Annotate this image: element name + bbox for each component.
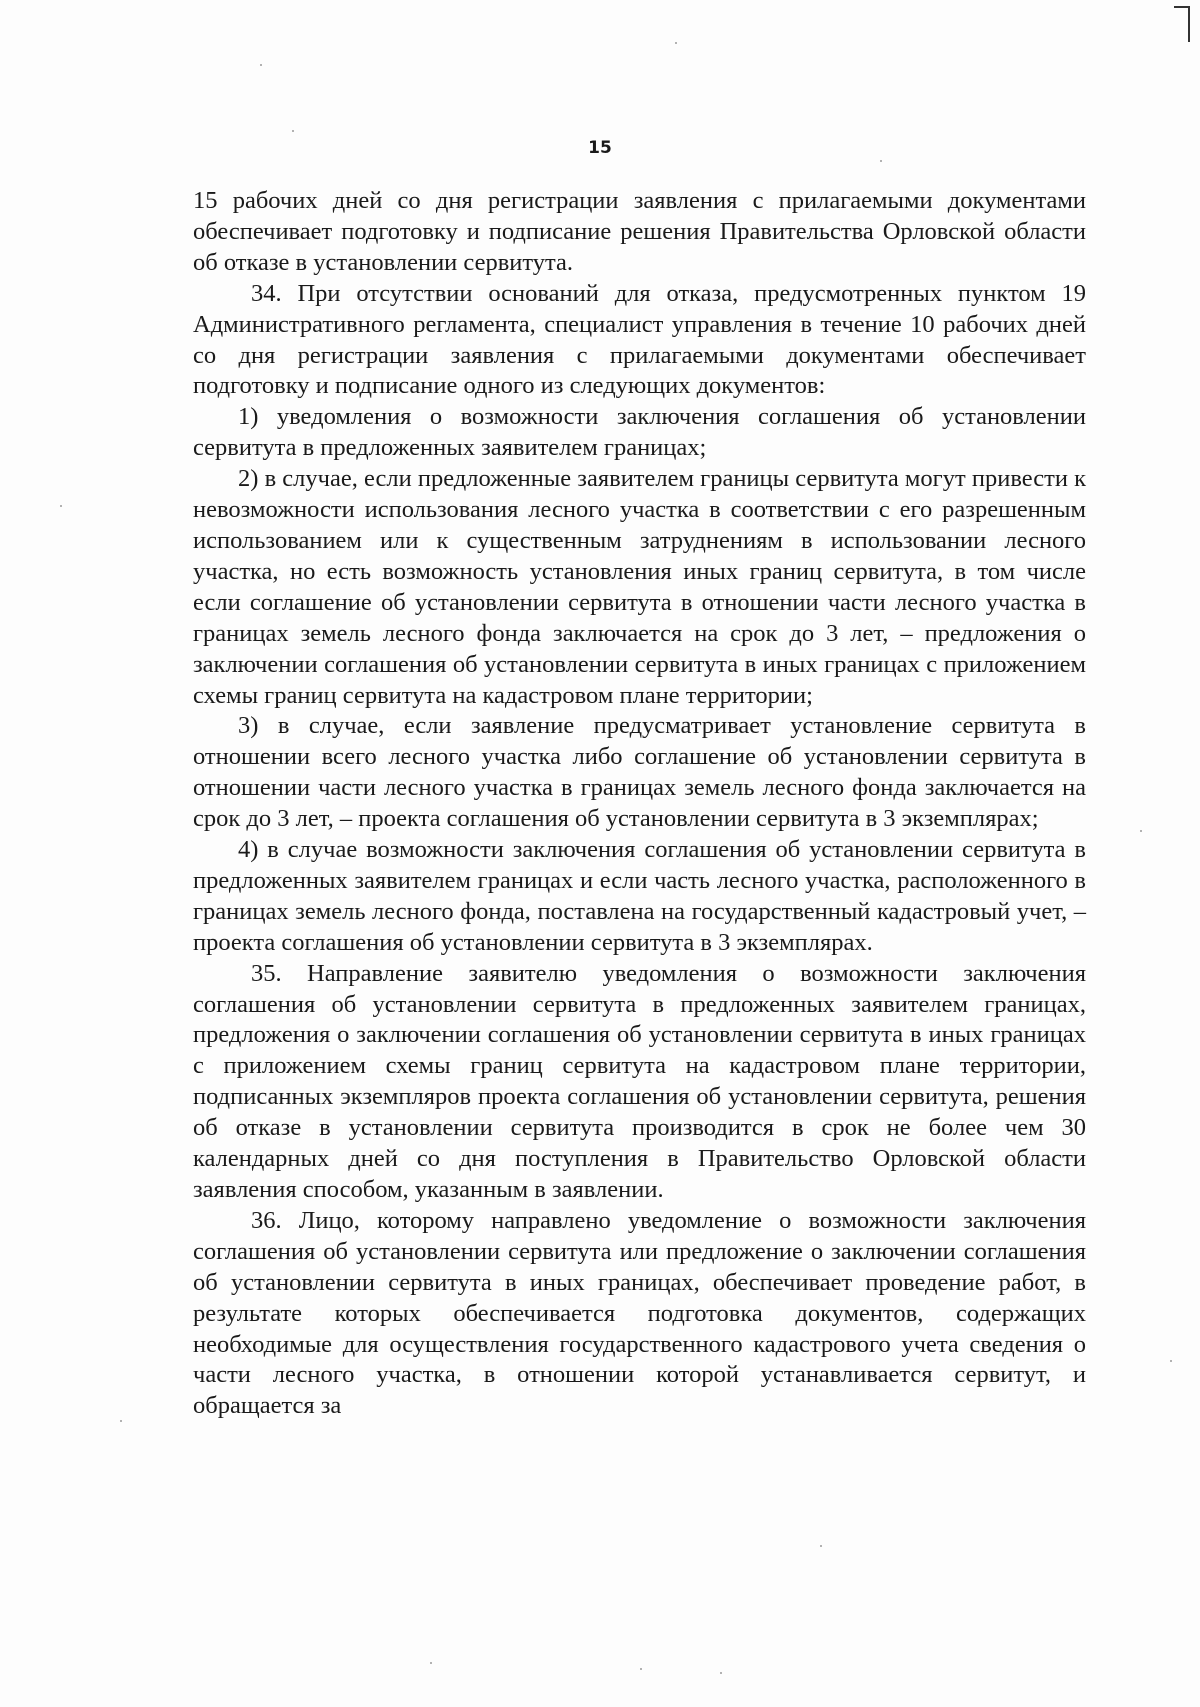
scan-speck: [720, 1672, 722, 1674]
paragraph-item-35: 35. Направление заявителю уведомления о возможности заключения соглашения об установлении сервитута в предложенных заявителем границах, предложения о заключении соглашения об установлении сервитута в иных границах с приложением схемы границ сервитута на кадастровом плане территории, подписанных экземпляров проекта соглашения об установлении сервитута, решения об отказе в установлении сервитута производится в срок не более чем 30 календарных дней со дня поступления в Правительство Орловской области заявления способом, указанным в заявлении.: [193, 959, 1086, 1203]
list-item-1: 1) уведомления о возможности заключения соглашения об установлении сервитута в предложенных заявителем границах;: [193, 403, 1086, 462]
corner-crop-mark: [1174, 6, 1190, 42]
paragraph-item-36: 36. Лицо, которому направлено уведомление о возможности заключения соглашения об установлении сервитута или предложение о заключении соглашения об установлении сервитута в иных границах, обеспечивает проведение работ, в результате которых обеспечивается подготовка документов, содержащих необходимые для осуществления государственного кадастрового учета сведения о части лесного участка, в отношении которой устанавливается сервитут, и обращается за: [193, 1206, 1086, 1420]
scan-speck: [640, 1668, 642, 1670]
scan-speck: [1170, 1360, 1172, 1362]
list-item-2: 2) в случае, если предложенные заявителем границы сервитута могут привести к невозможности использования лесного участка в соответствии с его разрешенным использованием или к существенным затруднениям в использовании лесного участка, но есть возможность установления иных границ сервитута, в том числе если соглашение об установлении сервитута в отношении части лесного участка в границах земель лесного фонда заключается на срок до 3 лет, – предложения о заключении соглашения об установлении сервитута в иных границах с приложением схемы границ сервитута на кадастровом плане территории;: [193, 465, 1086, 709]
scan-speck: [880, 160, 882, 162]
scan-speck: [60, 505, 62, 507]
page-number: 15: [588, 138, 612, 158]
scan-speck: [260, 64, 262, 66]
scan-speck: [292, 130, 294, 132]
scan-speck: [430, 1662, 432, 1664]
paragraph-continuation: 15 рабочих дней со дня регистрации заявления с прилагаемыми документами обеспечивает подготовку и подписание решения Правительства Орловской области об отказе в установлении сервитута.: [193, 187, 1086, 276]
scan-speck: [120, 1420, 122, 1422]
scan-speck: [675, 42, 677, 44]
scan-speck: [1140, 830, 1142, 832]
scan-speck: [820, 1545, 822, 1547]
list-item-4: 4) в случае возможности заключения соглашения об установлении сервитута в предложенных заявителем границах и если часть лесного участка, расположенного в границах земель лесного фонда, поставлена на государственный кадастровый учет, – проекта соглашения об установлении сервитута в 3 экземплярах.: [193, 836, 1086, 956]
paragraph-item-34: 34. При отсутствии оснований для отказа, предусмотренных пунктом 19 Административного регламента, специалист управления в течение 10 рабочих дней со дня регистрации заявления с прилагаемыми документами обеспечивает подготовку и подписание одного из следующих документов:: [193, 279, 1086, 400]
list-item-3: 3) в случае, если заявление предусматривает установление сервитута в отношении всего лесного участка либо соглашение об установлении сервитута в отношении части лесного участка в границах земель лесного фонда заключается на срок до 3 лет, – проекта соглашения об установлении сервитута в 3 экземплярах;: [193, 712, 1086, 833]
document-body: [193, 186, 1086, 1422]
